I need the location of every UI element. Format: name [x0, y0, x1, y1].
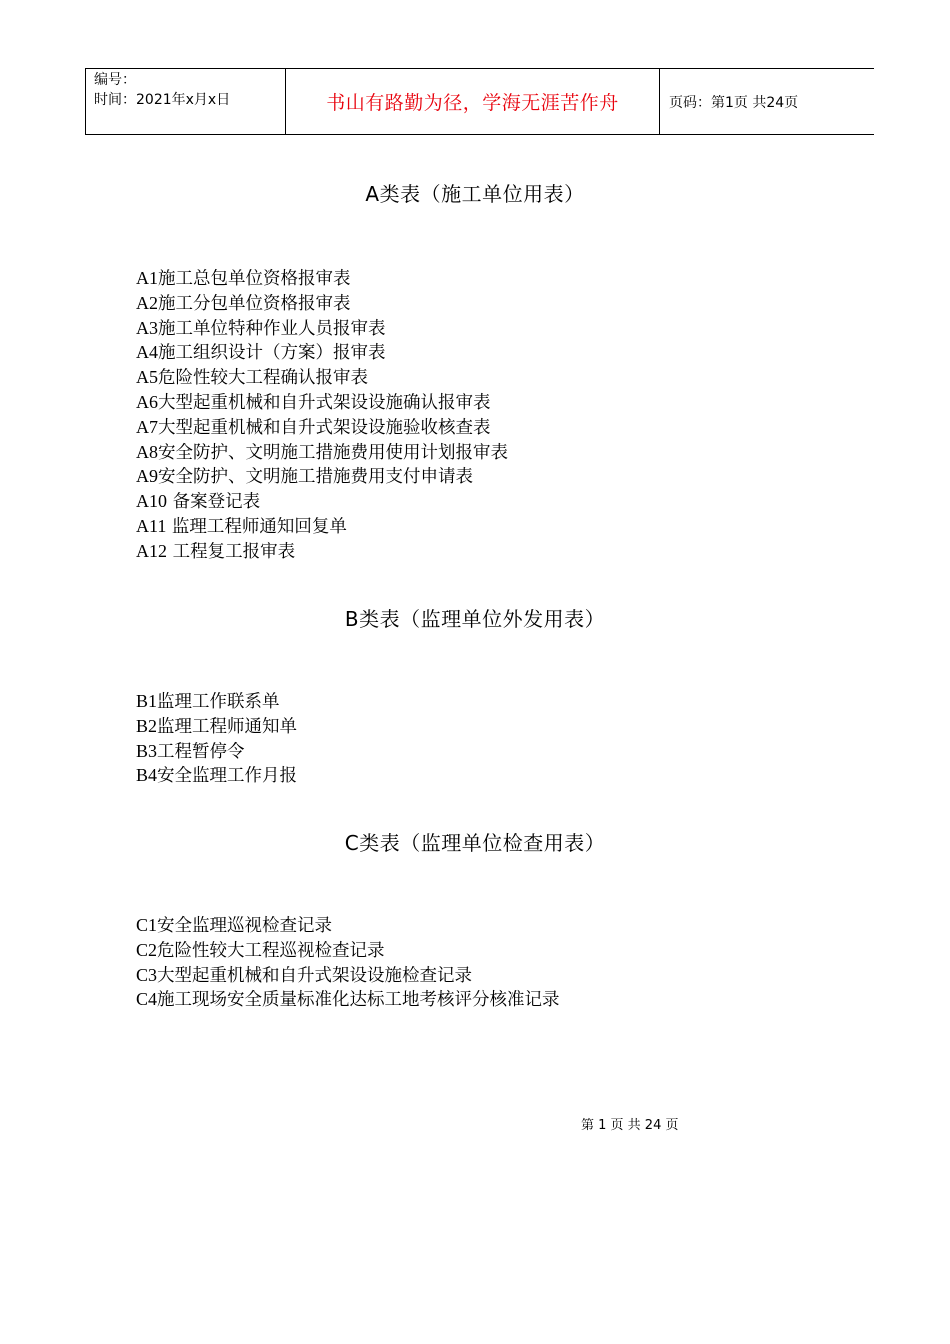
header-table: [85, 68, 874, 135]
header-motto-cell: [286, 69, 660, 134]
list-item: A12 工程复工报审表: [136, 540, 296, 562]
list-item: A5危险性较大工程确认报审表: [136, 367, 368, 389]
list-item: B2监理工程师通知单: [136, 715, 298, 737]
header-page-info: 页码：第1页 共24页: [669, 94, 799, 111]
header-motto: 书山有路勤为径，学海无涯苦作舟: [326, 92, 619, 114]
section-a-list: [136, 266, 508, 564]
list-item: B4安全监理工作月报: [136, 765, 298, 787]
list-item: A7大型起重机械和自升式架设设施验收核查表: [136, 416, 491, 438]
list-item: C4施工现场安全质量标准化达标工地考核评分核准记录: [136, 989, 560, 1011]
section-title-a: A类表（施工单位用表）: [365, 182, 585, 206]
header-meta-cell: [86, 69, 286, 134]
list-item: A6大型起重机械和自升式架设设施确认报审表: [136, 391, 491, 413]
section-b-list: [136, 689, 297, 788]
list-item: A2施工分包单位资格报审表: [136, 292, 351, 314]
list-item: A11 监理工程师通知回复单: [136, 515, 347, 537]
list-item: C1安全监理巡视检查记录: [136, 915, 333, 936]
list-item: A3施工单位特种作业人员报审表: [136, 317, 386, 339]
header-page-cell: [660, 69, 874, 134]
document-number-label: 编号：: [94, 72, 136, 88]
list-item: B3工程暂停令: [136, 740, 245, 762]
footer-page-number: 第 1 页 共 24 页: [581, 1118, 679, 1133]
section-c-list: [136, 913, 560, 1012]
list-item: A1施工总包单位资格报审表: [136, 268, 351, 289]
list-item: C3大型起重机械和自升式架设设施检查记录: [136, 964, 473, 986]
list-item: A9安全防护、文明施工措施费用支付申请表: [136, 466, 473, 488]
section-title-b: B类表（监理单位外发用表）: [344, 607, 606, 631]
list-item: A10 备案登记表: [136, 491, 261, 513]
list-item: C2危险性较大工程巡视检查记录: [136, 939, 385, 961]
section-title-c: C类表（监理单位检查用表）: [344, 831, 606, 855]
list-item: B1监理工作联系单: [136, 691, 280, 712]
list-item: A8安全防护、文明施工措施费用使用计划报审表: [136, 441, 508, 463]
list-item: A4施工组织设计（方案）报审表: [136, 342, 386, 364]
document-date-label: 时间：2021年x月x日: [94, 92, 231, 108]
